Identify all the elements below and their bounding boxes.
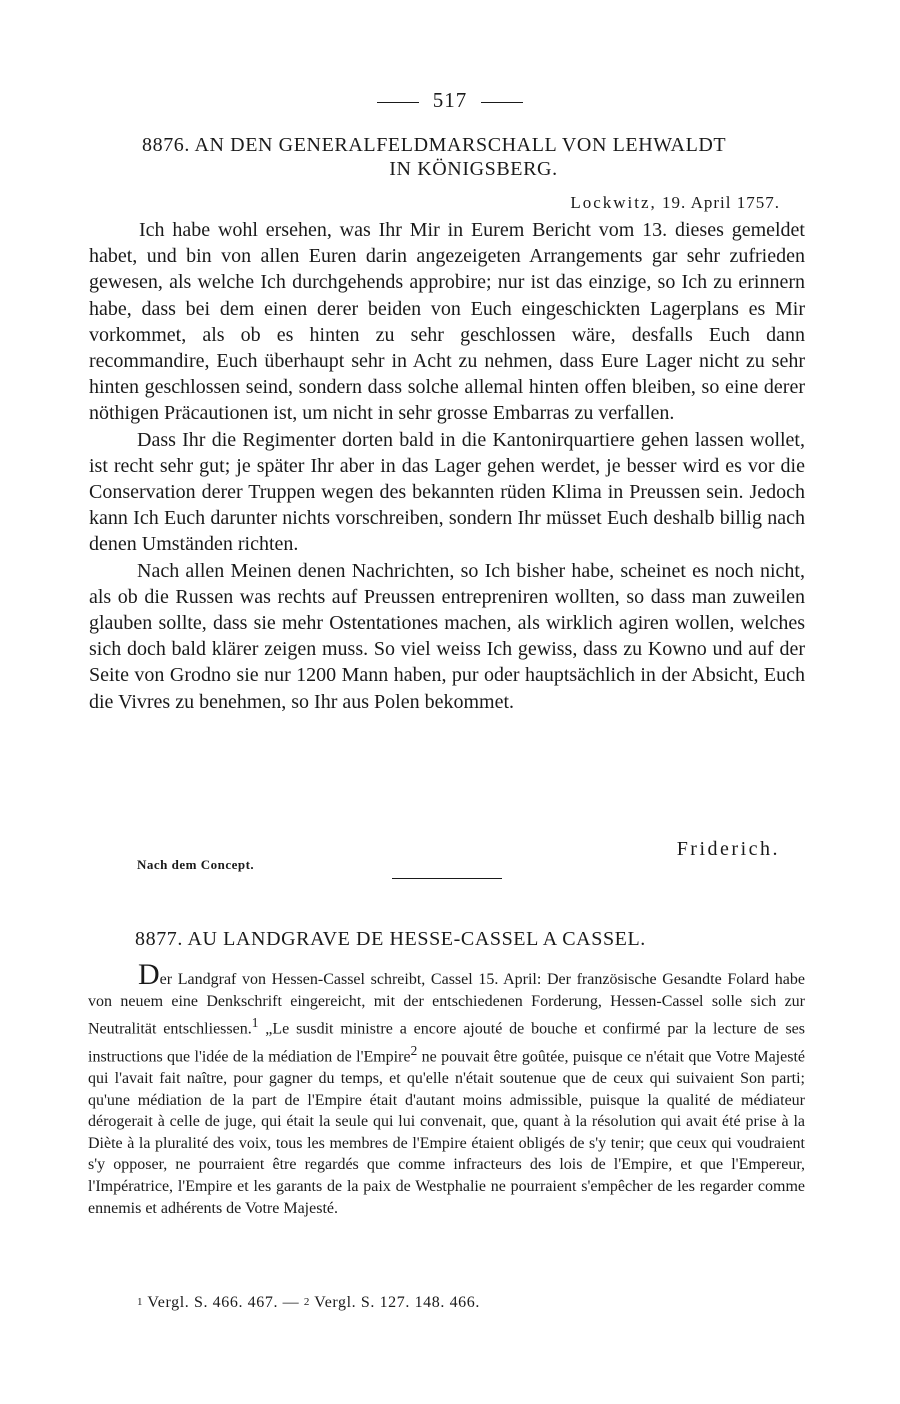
letter-8877-paragraph [88,958,806,1219]
page-number [0,88,900,113]
footnote-text-2: Vergl. S. 127. 148. 466. [310,1294,480,1311]
footnote-ref-1[interactable]: 1 [251,1015,259,1031]
paragraph-2: Dass Ihr die Regimenter dorten bald in die Kantonirquartiere gehen lassen wollet, ist recht sehr gut; je später Ihr aber in das Lager gehen werdet, je besser wird es vor die Conservation derer Truppen wegen des bekannten rüden Klima in Preussen sein. Jedoch kann Ich Euch darunter nichts vorschreiben, sondern Ihr müsset Euch deshalb billig nach denen Umständen richten. [89,428,805,556]
text-c: ne pouvait être goûtée, puisque ce n'était que Votre Majesté qui l'avait fait naître, pour gagner du temps, et qu'elle n'était soutenue que de ceux qui suivaient Son parti; qu'une médiation de la part de l'Empire était d'autant moins admissible, puisque la qualité de médiateur dérogerait à celle de juge, qui était la seule qui lui convenait, que, quant à la résolution qui avait été prise à la Diète à la pluralité des voix, tous les membres de l'Empire étaient obligés de s'y tenir; que ceux qui voudraient s'y opposer, ne pourraient être regardés que comme infracteurs des lois de l'Empire, et que l'Empereur, l'Impératrice, l'Empire et les garants de la paix de Westphalie ne pourraient s'empêcher de les regarder comme ennemis et adhérents de Votre Majesté. [88,1048,805,1217]
letter-8876-body [89,217,805,715]
dash-right [481,102,523,103]
text-a: er Landgraf von Hessen-Cassel schreibt, Cassel 15. April: Der französische Gesandte Folard habe von neuem eine Denkschrift eingereicht, mit der entschiedenen Forderung, Hessen-Cassel solle sich zur Neutralität entschliessen. [88,971,805,1038]
letter-8877-body [88,958,806,1219]
paragraph-1: Ich habe wohl ersehen, was Ihr Mir in Eurem Bericht vom 13. dieses gemeldet habet, und bin von allen Euren darin angezeigeten Arrangements gar sehr zufrieden gewesen, als welche Ich durchgehends approbire; nur ist das einzige, so Ich zu erinnern habe, dass bei dem einen derer beiden von Euch eingeschickten Lagerplans es Mir vorkommet, als ob es hinten zu sehr geschlossen wäre, desfalls Euch dann recommandire, Euch überhaupt sehr in Acht zu nehmen, dass Eure Lager nicht zu sehr hinten geschlossen seind, sondern dass solche allemal hinten offen bleiben, so eine derer nöthigen Präcautionen ist, um nicht in sehr grosse Embarras zu verfallen. [89,219,805,425]
letter-8877-heading: 8877. AU LANDGRAVE DE HESSE-CASSEL A CASSEL. [135,928,646,950]
footnotes [137,1294,480,1312]
footnote-mark-2: 2 [303,1296,310,1308]
heading-line-2: IN KÖNIGSBERG. [389,158,558,180]
page-number-text: 517 [432,88,468,112]
heading-line-1: 8876. AN DEN GENERALFELDMARSCHALL VON LEHWALDT [142,134,727,156]
section-divider [392,878,502,879]
dash-left [377,102,419,103]
drop-cap: D [138,958,160,991]
signature: Friderich. [676,838,780,860]
text-b: „Le susdit ministre a encore ajouté de bouche et confirmé par la lecture de ses instructions que l'idée de la médiation de l'Empire [88,1020,806,1066]
footnote-ref-2[interactable]: 2 [410,1043,418,1059]
place: Lockwitz, [570,193,657,212]
source-note: Nach dem Concept. [137,857,255,872]
date: 19. April 1757. [662,193,780,212]
footnote-text-1: Vergl. S. 466. 467. — [143,1294,304,1311]
paragraph-3: Nach allen Meinen denen Nachrichten, so Ich bisher habe, scheinet es noch nicht, als ob die Russen was rechts auf Preussen entrepreniren wollten, so dass man zuweilen glauben sollte, dass sie mehr Ostentationes machen, als wirklich agiren wollen, welches sich doch bald klärer zeigen muss. So viel weiss Ich gewiss, dass zu Kowno und auf der Seite von Grodno sie nur 1200 Mann haben, pur oder hauptsächlich in der Absicht, Euch die Vivres zu benehmen, so Ihr aus Polen bekommet. [89,559,805,713]
footnote-mark-1: 1 [137,1296,144,1308]
letter-8876-heading [142,133,805,181]
dateline [520,193,780,213]
